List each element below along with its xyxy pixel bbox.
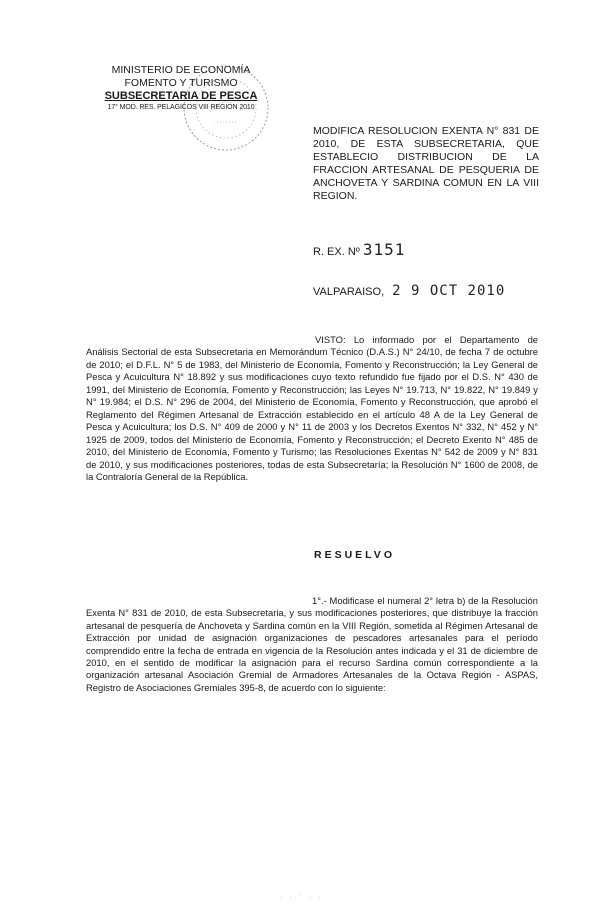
visto-paragraph: VISTO: Lo informado por el Departamento de Análisis Sectorial de esta Subsecretaria en Memorándum Técnico (D.A.S.) N° 24/10, de fecha 7 de octubre de 2010; el D.F.L. N° 5 de 1983, del Ministerio de Economía, Fomento y Reconstrucción; la Ley General de Pesca y Acuicultura N° 18.892 y sus modificaciones cuyo texto refundido fue fijado por el D.S. N° 430 de 1991, del Ministerio de Economía, Fomento y Reconstrucción; las Leyes N° 19.713, N° 19.822, N° 19.849 y N° 19.984; el D.S. N° 296 de 2004, del Ministerio de Economía, Fomento y Reconstrucción, que aprobó el Reglamento del Régimen Artesanal de Extracción establecido en el artículo 48 A de la Ley General de Pesca y Acuicultura; los D.S. N° 409 de 2000 y N° 11 de 2003 y los Decretos Exentos N° 332, N° 452 y N° 1925 de 2009, todos del Ministerio de Economía, Fomento y Reconstrucción; el Decreto Exento N° 485 de 2010, del Ministerio de Economía, Fomento y Turismo; las Resoluciones Exentas N° 542 de 2009 y N° 831 de 2010, y sus modificaciones posteriores, todas de esta Subsecretaría; la Resolución N° 1600 de 2008, de la Contraloría General de la República. (86, 334, 538, 482)
ministry-name: MINISTERIO DE ECONOMÍA (111, 64, 251, 76)
document-reference: 17° MOD. RES. PELAGICOS VIII REGION 2010 (107, 104, 255, 111)
scan-marks: · · ˙ · · (280, 895, 324, 901)
resolution-subject: MODIFICA RESOLUCION EXENTA N° 831 DE 2010, DE ESTA SUBSECRETARIA, QUE ESTABLECIO DISTRIBUCION DE LA FRACCION ARTESANAL DE PESQUERIA DE ANCHOVETA Y SARDINA COMUN EN LA VIII REGION. (313, 125, 539, 202)
dateline-date-stamp: 2 9 OCT 2010 (392, 283, 506, 299)
ministry-subname: FOMENTO Y TURISMO (124, 77, 238, 89)
resuelvo-heading: RESUELVO (314, 549, 395, 561)
resolution-number: 3151 (362, 240, 406, 259)
resolution-number-label: R. EX. Nº (313, 246, 360, 258)
ministry-header (96, 64, 266, 112)
resolution-number-line (313, 240, 405, 259)
dateline (313, 283, 505, 299)
resolution-item-1: 1°.- Modificase el numeral 2° letra b) de la Resolución Exenta N° 831 de 2010, de esta Subsecretaria, y sus modificaciones posteriores, que distribuye la fracción artesanal de pesquería de Anchoveta y Sardina común en la VIII Región, sometida al Régimen Artesanal de Extracción por unidad de asignación organizaciones de pescadores artesanales para el período comprendido entre la fecha de entrada en vigencia de la Resolución antes indicada y el 31 de diciembre de 2010, en el sentido de modificar la asignación para el recurso Sardina común correspondiente a la organización artesanal Asociación Gremial de Armadores Artesanales de la Octava Región - ASPAS, Registro de Asociaciones Gremiales 395-8, de acuerdo con lo siguiente: (86, 595, 538, 693)
subsecretaria-name: SUBSECRETARIA DE PESCA (104, 90, 258, 102)
dateline-city: VALPARAISO, (313, 286, 385, 298)
